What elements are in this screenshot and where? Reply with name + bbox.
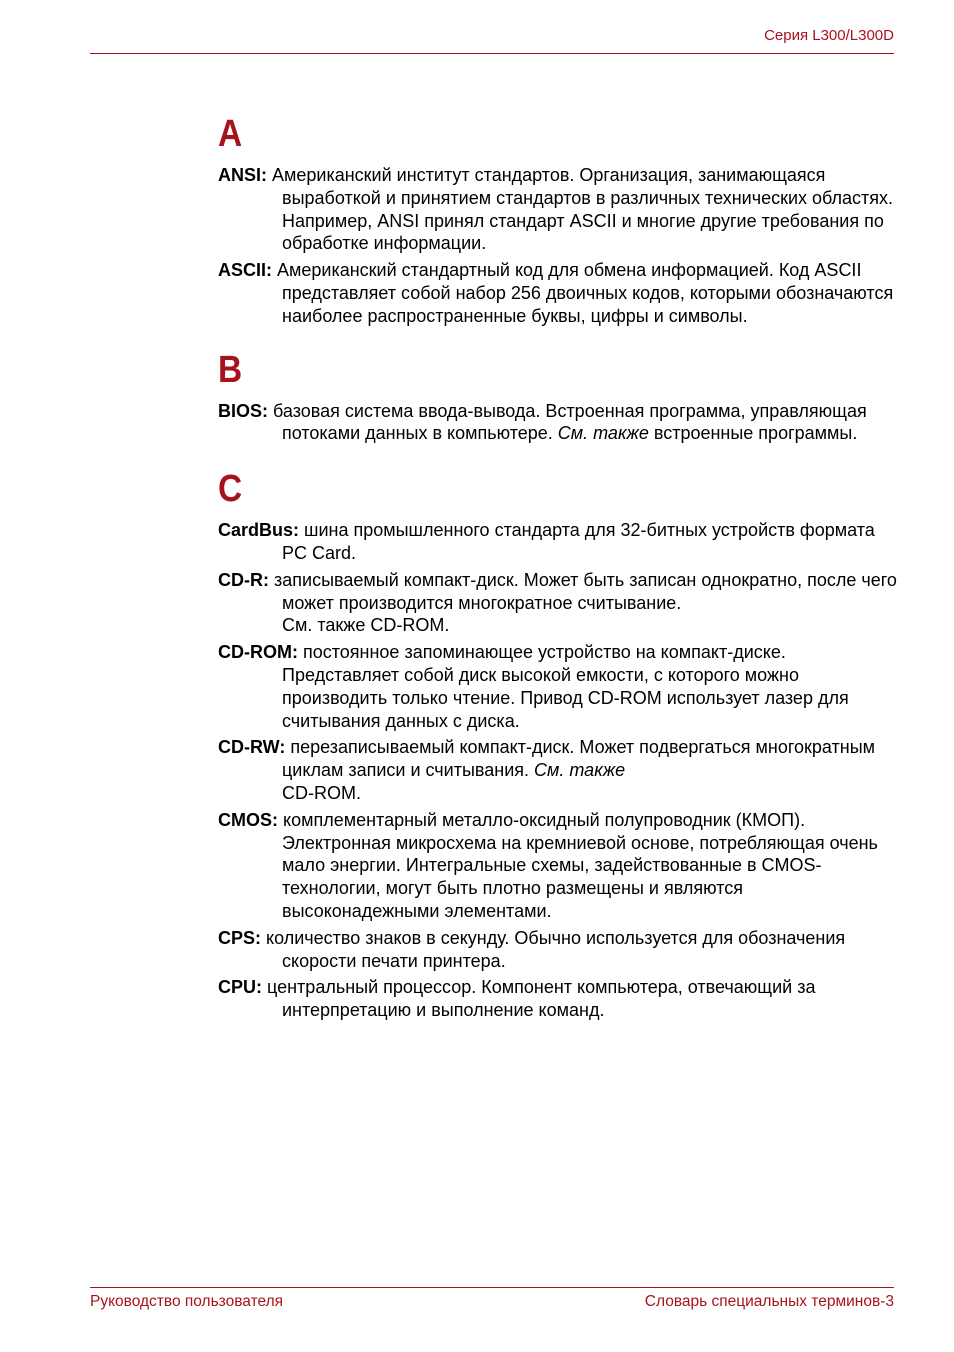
header-rule [90, 53, 894, 54]
term: CD-R: [218, 569, 269, 590]
term: CD-RW: [218, 737, 286, 758]
section-c [218, 467, 898, 1022]
footer-manual-title: Руководство пользователя [90, 1293, 284, 1310]
term: CPU: [218, 977, 262, 998]
glossary-entry-cmos [218, 809, 898, 923]
running-header: Серия L300/L300D [764, 27, 894, 44]
definition: постоянное запоминающее устройство на компакт-диске. Представляет собой диск высокой емкости, с которого можно производить только чтение. Привод CD-ROM использует лазер для считывания данных с диска. [282, 642, 849, 731]
glossary-entry-cps [218, 927, 898, 973]
section-a [218, 112, 898, 328]
section-letter: B [218, 348, 243, 391]
footer-rule [90, 1287, 894, 1288]
definition: центральный процессор. Компонент компьютера, отвечающий за интерпретацию и выполнение команд. [262, 977, 816, 1021]
definition: Американский институт стандартов. Организация, занимающаяся выработкой и принятием стандартов в различных технических областях. Например, ANSI принял стандарт ASCII и многие другие требования по обработке информации. [267, 165, 894, 254]
glossary-content [218, 112, 898, 1044]
section-letter: C [218, 468, 243, 511]
definition-tail: встроенные программы. [648, 423, 858, 444]
see-also: См. также [557, 423, 649, 444]
glossary-entry-cd-rw [218, 736, 898, 804]
definition: базовая система ввода-вывода. Встроенная программа, управляющая потоками данных в компьютере. [268, 400, 867, 444]
glossary-entry-cardbus [218, 519, 898, 565]
footer-page-label: Словарь специальных терминов-3 [644, 1293, 894, 1310]
term: CD-ROM: [218, 642, 298, 663]
glossary-entry-bios [218, 400, 898, 446]
definition-tail: См. также CD-ROM. [282, 615, 450, 636]
definition-tail: CD-ROM. [282, 782, 361, 803]
definition: комплементарный металло-оксидный полупроводник (КМОП). Электронная микросхема на кремниевой основе, потребляющая очень мало энергии. Интегральные схемы, задействованные в CMOS-технологии, могут быть плотно размещены и являются высоконадежными элементами. [278, 809, 878, 921]
glossary-entry-cpu [218, 976, 898, 1022]
term: ANSI: [218, 165, 267, 185]
term: ASCII: [218, 260, 272, 281]
term: BIOS: [218, 400, 269, 421]
glossary-entry-cd-r [218, 569, 898, 637]
term: CardBus: [218, 520, 300, 541]
definition: количество знаков в секунду. Обычно используется для обозначения скорости печати принтера. [261, 927, 846, 971]
section-letter: A [218, 113, 243, 155]
see-also: См. также [534, 760, 626, 781]
glossary-entry-ansi [218, 164, 898, 255]
glossary-entry-cd-rom [218, 641, 898, 732]
definition: Американский стандартный код для обмена информацией. Код ASCII представляет собой набор 256 двоичных кодов, которыми обозначаются наиболее распространенные буквы, цифры и символы. [272, 260, 894, 326]
definition: шина промышленного стандарта для 32-битных устройств формата PC Card. [282, 520, 875, 563]
definition: записываемый компакт-диск. Может быть записан однократно, после чего может производится многократное считывание. [269, 569, 897, 613]
glossary-entry-ascii [218, 259, 898, 327]
section-b [218, 348, 898, 446]
term: CPS: [218, 927, 262, 948]
definition: перезаписываемый компакт-диск. Может подвергаться многократным циклам записи и считывания. [282, 737, 876, 781]
term: CMOS: [218, 809, 278, 830]
